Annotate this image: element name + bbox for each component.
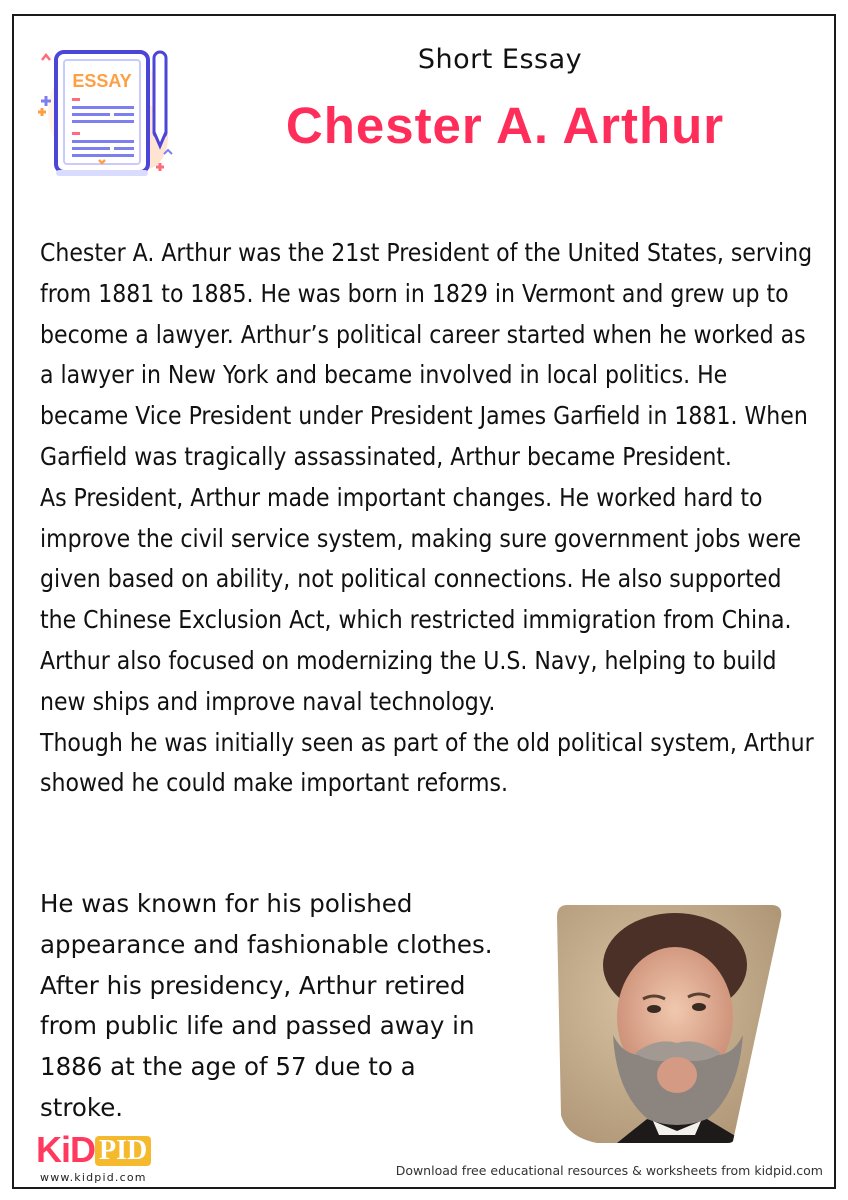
essay-body (40, 233, 815, 804)
portrait-image (557, 905, 783, 1143)
logo-pid-text: PID (95, 1136, 151, 1166)
footer-download-note: Download free educational resources & worksheets from kidpid.com (395, 1163, 823, 1178)
essay-paragraph-1: Chester A. Arthur was the 21st President of the United States, serving from 1881 to 1885. He was born in 1829 in Vermont and grew up to become a lawyer. Arthur’s political career started when he worked as a lawyer in New York and became involved in local politics. He became Vice President under President James Garfield in 1881. When Garfield was tragically assassinated, Arthur became President. (40, 238, 813, 471)
essay-paragraph-4: He was known for his polished appearance and fashionable clothes. After his presidency, Arthur retired from public life and passed away in 1886 at the age of 57 due to a stroke. (40, 889, 493, 1122)
essay-clipboard-icon (36, 42, 176, 182)
essay-title: Chester A. Arthur (285, 97, 725, 154)
essay-paragraph-3: Though he was initially seen as part of the old political system, Arthur showed he could make important reforms. (40, 727, 814, 798)
logo-kid-text: KiD (36, 1129, 95, 1170)
svg-text:ESSAY: ESSAY (72, 71, 132, 91)
kidpid-logo[interactable] (36, 1129, 151, 1184)
essay-paragraph-2: As President, Arthur made important changes. He worked hard to improve the civil service system, making sure government jobs were given based on ability, not political connections. He also supported the Chinese Exclusion Act, which restricted immigration from China. Arthur also focused on modernizing the U.S. Navy, helping to build new ships and improve naval technology. (40, 482, 802, 716)
essay-subtitle: Short Essay (417, 44, 583, 75)
logo-url[interactable]: www.kidpid.com (40, 1171, 147, 1184)
